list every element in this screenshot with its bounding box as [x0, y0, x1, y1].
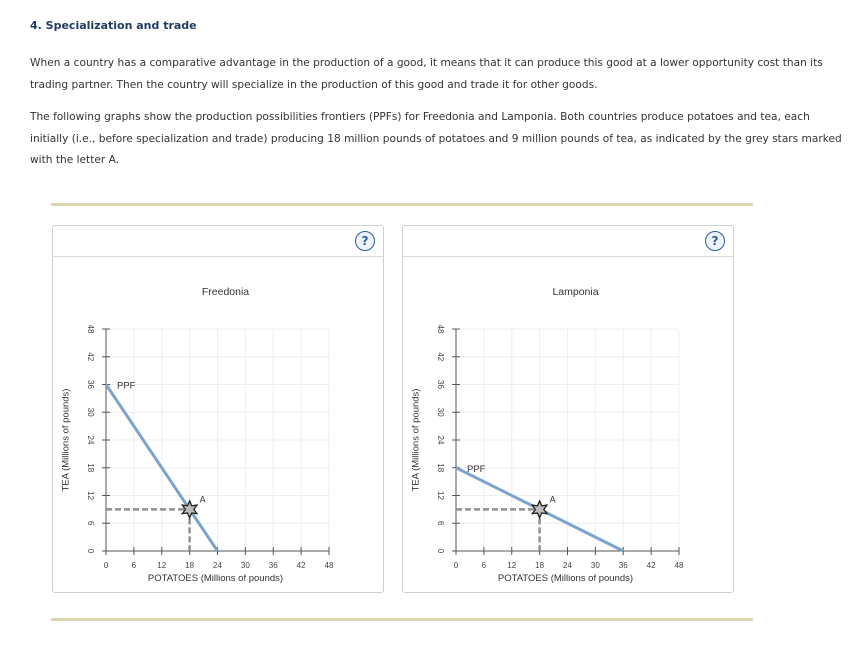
- help-question-icon[interactable]: ?: [705, 231, 725, 251]
- panel-toolbar: [403, 226, 733, 257]
- lamponia-chart[interactable]: [403, 257, 733, 593]
- x-tick-label: 36: [268, 561, 278, 570]
- y-tick-label: 48: [435, 324, 445, 334]
- freedonia-graph-panel: [52, 225, 384, 593]
- x-tick-label: 24: [563, 561, 572, 570]
- x-tick-label: 6: [481, 561, 487, 570]
- freedonia-chart[interactable]: [53, 257, 383, 593]
- y-tick-label: 24: [435, 435, 445, 445]
- ppf-label: PPF: [117, 380, 136, 392]
- y-tick-label: 30: [85, 407, 95, 417]
- x-tick-label: 18: [535, 561, 545, 570]
- y-tick-label: 12: [85, 491, 95, 500]
- x-tick-label: 30: [590, 561, 600, 570]
- y-tick-label: 18: [85, 463, 95, 473]
- y-axis-label: TEA (Millions of pounds): [60, 388, 72, 492]
- chart-title: Lamponia: [552, 286, 599, 298]
- y-tick-label: 0: [435, 548, 445, 554]
- y-tick-label: 30: [435, 407, 445, 417]
- x-axis-label: POTATOES (Millions of pounds): [147, 573, 284, 584]
- point-a-star-icon: [532, 501, 547, 518]
- y-tick-label: 18: [435, 463, 445, 473]
- x-tick-label: 48: [324, 561, 334, 570]
- ppf-label: PPF: [467, 463, 486, 475]
- y-tick-label: 6: [435, 521, 445, 526]
- x-tick-label: 0: [103, 561, 109, 570]
- y-tick-label: 6: [85, 521, 95, 526]
- x-tick-label: 12: [507, 561, 517, 570]
- x-tick-label: 12: [157, 561, 167, 570]
- y-tick-label: 12: [435, 491, 445, 500]
- top-divider: [51, 203, 753, 206]
- bottom-divider: [51, 618, 753, 621]
- point-label: A: [199, 494, 206, 505]
- x-tick-label: 48: [674, 561, 684, 570]
- x-tick-label: 24: [213, 561, 222, 570]
- help-question-icon[interactable]: ?: [355, 231, 375, 251]
- x-axis-label: POTATOES (Millions of pounds): [497, 573, 634, 584]
- x-tick-label: 36: [618, 561, 628, 570]
- x-tick-label: 30: [240, 561, 250, 570]
- graph-description-paragraph: The following graphs show the production possibilities frontiers (PPFs) for Freedonia and Lamponia. Both countries produce potatoes and tea, each initially (i.e., before specialization and trade) producing 18 million pounds of potatoes and 9 million pounds of tea, as indicated by the grey stars marked with the letter A.: [30, 111, 842, 166]
- x-tick-label: 0: [453, 561, 459, 570]
- y-tick-label: 0: [85, 548, 95, 554]
- y-tick-label: 24: [85, 435, 95, 445]
- point-label: A: [549, 494, 556, 505]
- x-tick-label: 18: [185, 561, 195, 570]
- y-axis-label: TEA (Millions of pounds): [410, 388, 422, 492]
- y-tick-label: 48: [85, 324, 95, 334]
- y-tick-label: 36: [435, 380, 445, 389]
- y-tick-label: 42: [435, 352, 445, 362]
- section-heading: 4. Specialization and trade: [30, 19, 197, 32]
- x-tick-label: 42: [296, 561, 306, 570]
- x-tick-label: 42: [646, 561, 656, 570]
- intro-paragraph: When a country has a comparative advantage in the production of a good, it means that it can produce this good at a lower opportunity cost than its trading partner. Then the country will specialize in the production of this good and trade it for other goods.: [30, 57, 823, 91]
- panel-toolbar: [53, 226, 383, 257]
- x-tick-label: 6: [131, 561, 137, 570]
- lamponia-graph-panel: [402, 225, 734, 593]
- y-tick-label: 36: [85, 380, 95, 389]
- y-tick-label: 42: [85, 352, 95, 362]
- chart-title: Freedonia: [201, 286, 250, 298]
